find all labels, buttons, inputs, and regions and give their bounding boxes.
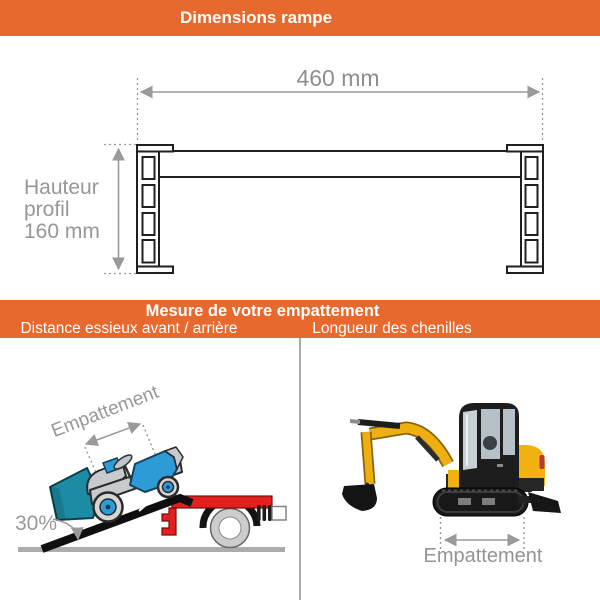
slope-label: 30% [15, 512, 58, 535]
column-label-essieux: Distance essieux avant / arrière [20, 320, 238, 337]
tractor-front-hub-dot [166, 485, 170, 489]
excavator-tail-light [540, 455, 545, 469]
trailer-bracket [162, 508, 176, 535]
ramp-right-cap-bottom [507, 267, 543, 274]
ramp-right-slot [526, 240, 538, 263]
excavator-track-pad [458, 498, 471, 505]
ramp-left-slot [143, 157, 155, 179]
header-dimensions-rampe-title: Dimensions rampe [179, 8, 333, 27]
height-dimension-label-line3: 160 mm [24, 220, 100, 243]
wheelbase-label-right: Empattement [423, 545, 543, 567]
excavator-illustration [342, 403, 561, 567]
tractor-rear-hub-dot [106, 505, 111, 510]
width-dimension-label: 460 mm [296, 65, 380, 91]
height-dimension-label-line1: Hauteur [24, 176, 99, 199]
ramp-left-slot [143, 213, 155, 235]
excavator-track-pad [482, 498, 495, 505]
ramp-right-slot [526, 157, 538, 179]
lawn-tractor [50, 447, 183, 522]
ramp-right-cap-top [507, 145, 543, 152]
excavator-blade [528, 492, 561, 513]
trailer-wheel-hub [219, 517, 241, 539]
excavator-dipper [366, 432, 370, 484]
column-label-chenilles: Longueur des chenilles [312, 320, 472, 337]
ramp-beam [157, 151, 521, 177]
tractor-loading-illustration [15, 382, 286, 550]
excavator-seat [483, 436, 497, 450]
header-dimensions-rampe [0, 0, 600, 36]
ramp-left-slot [143, 185, 155, 207]
ramp-right-slot [526, 213, 538, 235]
wheelbase-label-left: Empattement [48, 381, 162, 442]
panels [0, 338, 600, 600]
excavator-door-handle [497, 464, 503, 467]
ramp-left-slot [143, 240, 155, 263]
excavator-door-window [481, 409, 500, 459]
excavator-rear-window [503, 409, 515, 455]
ramp-right-slot [526, 185, 538, 207]
excavator-boom-cylinder-rod [350, 421, 360, 422]
ramp-left-cap-top [137, 145, 173, 152]
height-dimension-label-line2: profil [24, 198, 70, 221]
ramp-left-cap-bottom [137, 267, 173, 274]
excavator-bucket [342, 484, 377, 511]
ramp-diagram [0, 36, 600, 300]
header-mesure-empattement [0, 300, 600, 338]
excavator-boom-cylinder [358, 422, 400, 426]
ramp-profile-drawing [137, 145, 543, 273]
excavator-windshield [463, 410, 477, 470]
header-mesure-empattement-title: Mesure de votre empattement [145, 302, 380, 320]
